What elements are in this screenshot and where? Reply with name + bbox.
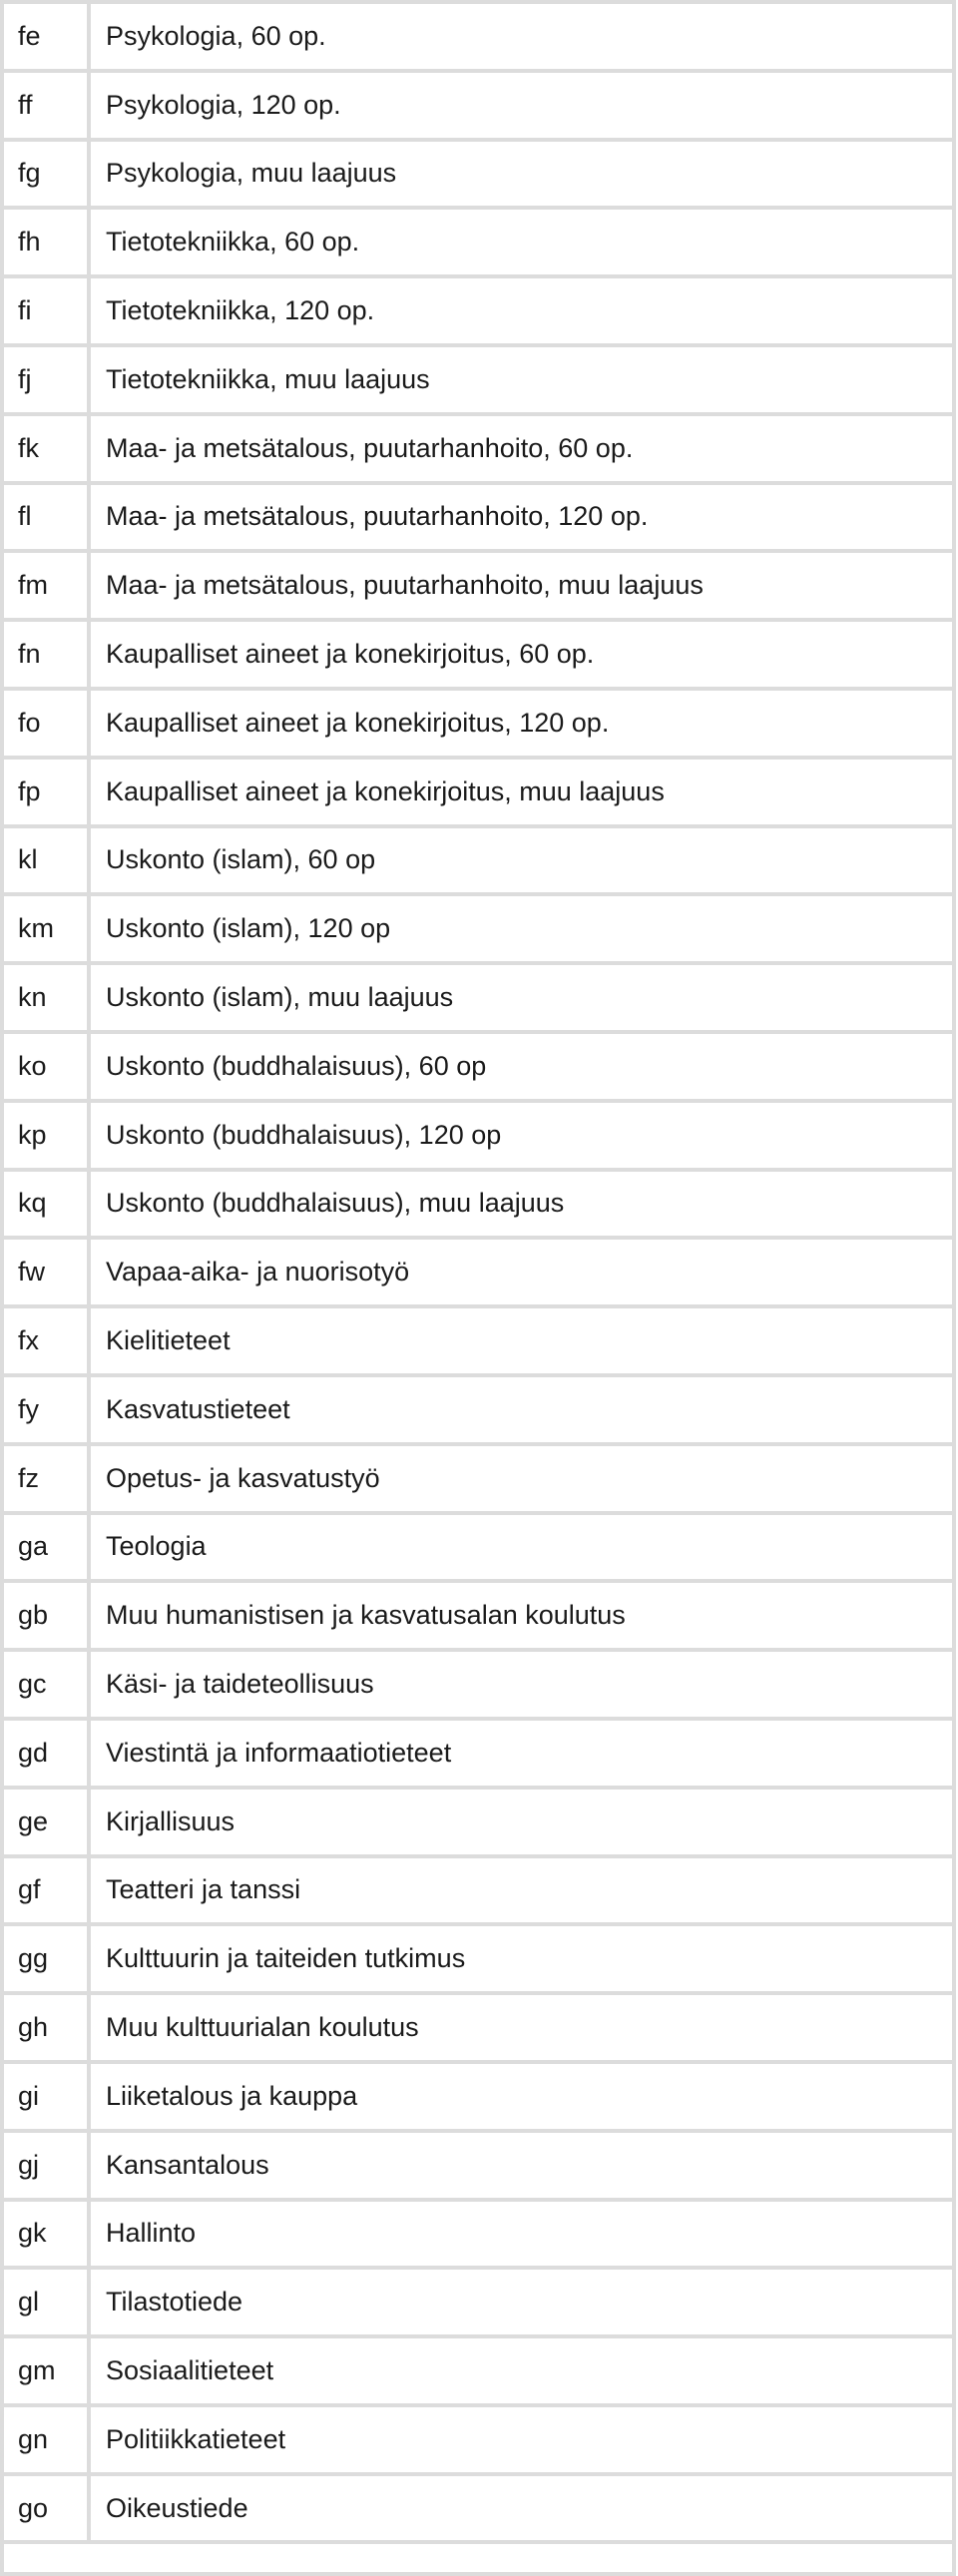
row-code: gm (2, 2336, 89, 2405)
row-name: Kielitieteet (89, 1306, 954, 1375)
row-name: Kirjallisuus (89, 1788, 954, 1856)
row-name: Teologia (89, 1513, 954, 1582)
row-code: fi (2, 276, 89, 345)
row-name: Kaupalliset aineet ja konekirjoitus, muu laajuus (89, 758, 954, 826)
table-row (2, 2, 954, 71)
table-row (2, 208, 954, 276)
table-row (2, 758, 954, 826)
row-name: Politiikkatieteet (89, 2405, 954, 2474)
row-name: Kaupalliset aineet ja konekirjoitus, 60 op. (89, 620, 954, 689)
row-name: Muu kulttuurialan koulutus (89, 1993, 954, 2062)
row-code: fl (2, 483, 89, 552)
row-code: gi (2, 2062, 89, 2131)
row-name: Uskonto (islam), 120 op (89, 894, 954, 963)
table-row (2, 1513, 954, 1582)
row-code: go (2, 2474, 89, 2543)
row-code: fo (2, 689, 89, 758)
row-code: ge (2, 1788, 89, 1856)
row-code: kq (2, 1170, 89, 1239)
row-name: Uskonto (islam), 60 op (89, 826, 954, 895)
row-name: Teatteri ja tanssi (89, 1856, 954, 1925)
row-code: gb (2, 1581, 89, 1650)
row-name: Kasvatustieteet (89, 1375, 954, 1444)
row-name: Viestintä ja informaatiotieteet (89, 1719, 954, 1788)
table-row (2, 1924, 954, 1993)
row-name: Muu humanistisen ja kasvatusalan koulutus (89, 1581, 954, 1650)
row-name: Oikeustiede (89, 2474, 954, 2543)
table-row (2, 414, 954, 483)
table-row (2, 1719, 954, 1788)
row-code: fx (2, 1306, 89, 1375)
row-name: Psykologia, 120 op. (89, 71, 954, 140)
row-name: Sosiaalitieteet (89, 2336, 954, 2405)
table-row (2, 1032, 954, 1101)
table-row (2, 689, 954, 758)
row-name: Tilastotiede (89, 2268, 954, 2336)
row-name: Opetus- ja kasvatustyö (89, 1444, 954, 1513)
table-row (2, 345, 954, 414)
row-code: fe (2, 2, 89, 71)
row-name: Kulttuurin ja taiteiden tutkimus (89, 1924, 954, 1993)
row-code: fn (2, 620, 89, 689)
row-code: fg (2, 140, 89, 209)
table-row (2, 140, 954, 209)
row-code: ga (2, 1513, 89, 1582)
row-code: fj (2, 345, 89, 414)
table-row (2, 551, 954, 620)
row-name: Uskonto (islam), muu laajuus (89, 963, 954, 1032)
table-row (2, 2336, 954, 2405)
row-code: gl (2, 2268, 89, 2336)
table-row (2, 620, 954, 689)
table-row (2, 826, 954, 895)
table-row (2, 2200, 954, 2269)
table-row (2, 1375, 954, 1444)
row-code: fy (2, 1375, 89, 1444)
table-row (2, 2062, 954, 2131)
row-name: Tietotekniikka, 60 op. (89, 208, 954, 276)
table-row (2, 894, 954, 963)
row-code: fw (2, 1238, 89, 1306)
table-row (2, 1856, 954, 1925)
row-code: km (2, 894, 89, 963)
table-row (2, 1170, 954, 1239)
table-row (2, 2268, 954, 2336)
row-code: gg (2, 1924, 89, 1993)
row-name: Uskonto (buddhalaisuus), 60 op (89, 1032, 954, 1101)
row-code: gc (2, 1650, 89, 1719)
row-name: Uskonto (buddhalaisuus), muu laajuus (89, 1170, 954, 1239)
row-code: fh (2, 208, 89, 276)
row-code: fz (2, 1444, 89, 1513)
row-code: ko (2, 1032, 89, 1101)
row-code: fm (2, 551, 89, 620)
table-row (2, 276, 954, 345)
row-name: Psykologia, muu laajuus (89, 140, 954, 209)
row-name: Käsi- ja taideteollisuus (89, 1650, 954, 1719)
table-row (2, 1993, 954, 2062)
table-row (2, 1238, 954, 1306)
row-code: gd (2, 1719, 89, 1788)
row-code: gf (2, 1856, 89, 1925)
table-row (2, 1581, 954, 1650)
table-row (2, 1306, 954, 1375)
row-code: kn (2, 963, 89, 1032)
row-code: kl (2, 826, 89, 895)
row-name: Maa- ja metsätalous, puutarhanhoito, 60 op. (89, 414, 954, 483)
row-name: Uskonto (buddhalaisuus), 120 op (89, 1101, 954, 1170)
row-code: gk (2, 2200, 89, 2269)
row-name: Maa- ja metsätalous, puutarhanhoito, 120 op. (89, 483, 954, 552)
row-name: Kaupalliset aineet ja konekirjoitus, 120 op. (89, 689, 954, 758)
row-name: Kansantalous (89, 2131, 954, 2200)
row-code: fp (2, 758, 89, 826)
row-code: kp (2, 1101, 89, 1170)
row-code: gh (2, 1993, 89, 2062)
code-table-body (2, 2, 954, 2542)
row-name: Tietotekniikka, muu laajuus (89, 345, 954, 414)
table-row (2, 483, 954, 552)
row-code: gj (2, 2131, 89, 2200)
row-name: Vapaa-aika- ja nuorisotyö (89, 1238, 954, 1306)
table-row (2, 1444, 954, 1513)
table-end-row (0, 2520, 956, 2576)
row-name: Hallinto (89, 2200, 954, 2269)
table-row (2, 1650, 954, 1719)
table-row (2, 963, 954, 1032)
table-row (2, 71, 954, 140)
row-name: Psykologia, 60 op. (89, 2, 954, 71)
row-name: Maa- ja metsätalous, puutarhanhoito, muu laajuus (89, 551, 954, 620)
table-row (2, 2131, 954, 2200)
row-code: ff (2, 71, 89, 140)
row-code: gn (2, 2405, 89, 2474)
table-row (2, 1101, 954, 1170)
table-row (2, 2405, 954, 2474)
row-name: Liiketalous ja kauppa (89, 2062, 954, 2131)
table-row (2, 1788, 954, 1856)
row-name: Tietotekniikka, 120 op. (89, 276, 954, 345)
row-code: fk (2, 414, 89, 483)
